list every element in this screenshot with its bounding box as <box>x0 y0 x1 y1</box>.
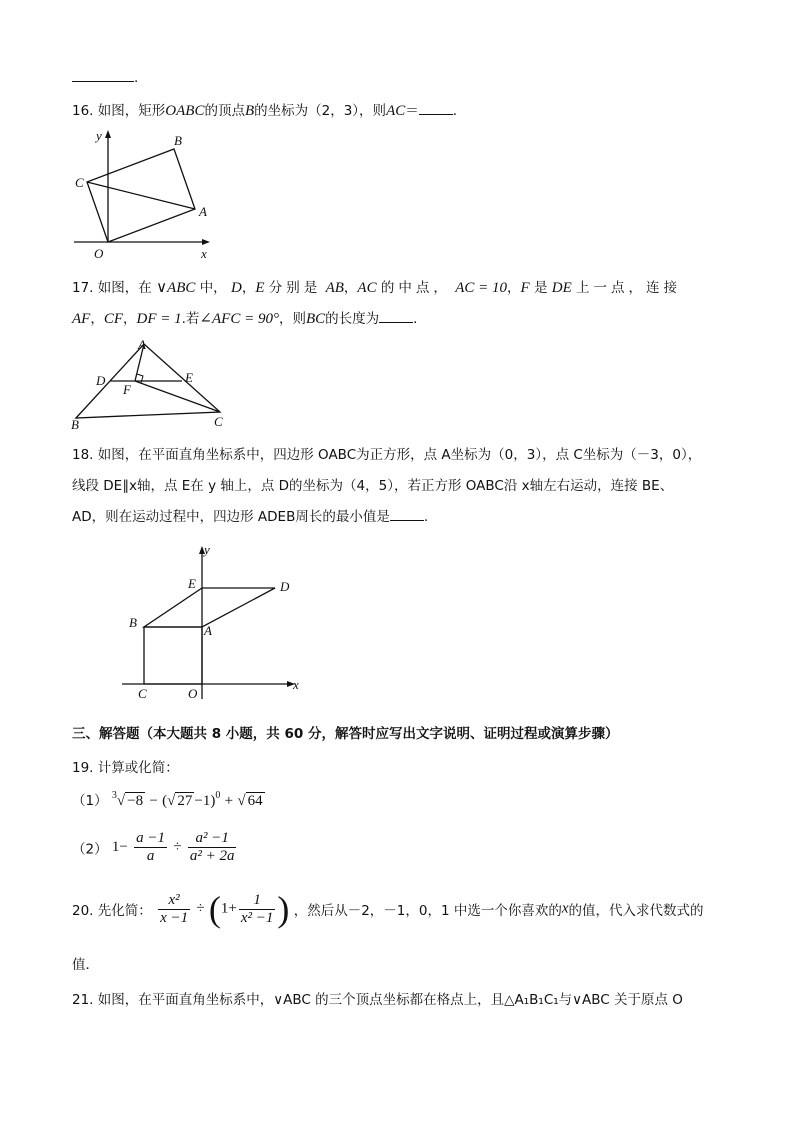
q20-frac1-num: x² <box>158 892 190 910</box>
q19-part2-label: （2） <box>72 841 108 858</box>
q21-line1: 21. 如图，在平面直角坐标系中，∨ABC 的三个顶点坐标都在格点上，且△A₁B₁C₁与∨ABC 关于原点 O <box>72 992 683 1008</box>
q19-one-minus: 1− <box>111 839 128 855</box>
q20-frac1-den: x −1 <box>160 909 189 926</box>
q19-fraction2 <box>188 830 237 865</box>
q16-text-b: 的顶点 <box>204 103 245 119</box>
q19-root-index: 3 <box>111 790 117 801</box>
q17-text: ， <box>506 280 521 296</box>
q17-label-d: D <box>96 373 106 388</box>
q16-label-o: O <box>94 246 104 261</box>
q16-text-d: ＝ <box>405 103 419 119</box>
q19-minus-one: −1 <box>194 793 211 809</box>
q19-frac1-den: a <box>146 848 155 864</box>
q18-label-o: O <box>188 686 198 701</box>
q16-text-a: 如图，矩形 <box>97 103 166 119</box>
q17-eq-angle: ∠AFC = 90° <box>199 311 279 327</box>
q16-label-x: x <box>201 246 207 261</box>
q18-square-oabc <box>144 627 202 684</box>
q17-text: ，则 <box>278 311 306 327</box>
q20-fraction1 <box>158 892 190 927</box>
q16-label-a: A <box>199 204 207 219</box>
q17-label-f: F <box>123 382 131 397</box>
q16-text <box>72 99 457 120</box>
q18-label-y: y <box>204 542 210 557</box>
q18-end: . <box>423 509 429 525</box>
q17-label-c: C <box>214 414 223 429</box>
q19-sqrt-27: 27 <box>177 793 193 809</box>
q17-var-e: E <box>255 280 265 296</box>
q17-eq-ac: AC = 10 <box>455 280 507 296</box>
q18-quad-adeb <box>144 588 275 627</box>
q18-label-d: D <box>280 579 290 594</box>
q17-var-d: D <box>230 280 242 296</box>
q18-label-c: C <box>138 686 147 701</box>
top-fragment <box>72 68 138 86</box>
q20-text-b: ，然后从－2，－1，0，1 中选一个你喜欢的 <box>293 903 562 919</box>
q20-one-plus: 1+ <box>220 900 237 917</box>
q19-sqrt64-value: 64 <box>247 793 263 809</box>
q16-diagonal-ac <box>87 182 195 209</box>
q19-exponent: 0 <box>215 790 221 801</box>
q17-text: .若 <box>181 311 200 327</box>
q19-fraction1 <box>134 830 167 865</box>
q17-line2 <box>72 307 417 328</box>
q19-divide: ÷ <box>173 839 182 855</box>
q19-part2 <box>72 830 238 865</box>
q16-label-y: y <box>96 128 102 143</box>
q20-line2: 值． <box>72 957 99 973</box>
q16-number: 16. <box>72 103 94 119</box>
q20-text-c: 的值，代入求代数式的 <box>568 903 704 919</box>
q17-var-de: DE <box>551 280 572 296</box>
q19-paren-group: (√ 27 −1)$^0$ <box>162 790 221 809</box>
q20-intro: 20. 先化简： <box>72 903 152 919</box>
q17-line1 <box>72 276 681 297</box>
q20-divide: ÷ <box>196 900 205 917</box>
q18-label-b: B <box>129 615 137 630</box>
q16-var-ac: AC <box>386 103 406 119</box>
q19-sqrt-sign: √ <box>167 793 176 809</box>
q17-label-e: E <box>185 370 193 385</box>
q16-var-oabc: OABC <box>165 103 205 119</box>
q18-line3-text: AD，则在运动过程中，四边形 ADEB周长的最小值是 <box>72 509 390 525</box>
q18-answer-blank <box>390 507 424 521</box>
q19-root-radicand: −8 <box>127 793 144 809</box>
q16-text-c: 的坐标为（2，3），则 <box>254 103 387 119</box>
q20-fraction2 <box>239 892 276 927</box>
q17-var-cf: CF <box>103 311 123 327</box>
q17-var-af: AF <box>72 311 91 327</box>
q19-frac2-num: a² −1 <box>188 830 237 848</box>
q16-y-arrow <box>105 130 111 138</box>
q17-text: ， <box>90 311 104 327</box>
q19-minus: − <box>149 793 158 809</box>
q17-var-f: F <box>520 280 530 296</box>
q17-text: 的长度为 <box>325 311 380 327</box>
q17-segment-cf <box>135 381 220 412</box>
q20-line1 <box>72 891 704 927</box>
q17-text: 上一点，连接 <box>576 280 682 296</box>
q18-line1: 18. 如图，在平面直角坐标系中，四边形 OABC为正方形，点 A坐标为（0，3），点 C坐标为（－3，0）， <box>72 447 702 463</box>
q17-var-bc: BC <box>305 311 326 327</box>
q17-triangle: ∨ABC <box>156 280 196 296</box>
q16-answer-blank <box>419 101 453 115</box>
answer-blank <box>72 68 134 82</box>
period: . <box>134 70 139 86</box>
q20-left-paren: ( <box>208 889 221 929</box>
section-3-heading: 三、解答题（本大题共 8 小题，共 60 分，解答时应写出文字说明、证明过程或演算步骤） <box>72 726 619 742</box>
q18-label-a: A <box>204 623 212 638</box>
q19-frac1-num: a −1 <box>136 830 166 846</box>
q17-text: 的中点， <box>380 280 451 296</box>
q19-title: 19. 计算或化简： <box>72 760 179 776</box>
q17-text: ， <box>123 311 137 327</box>
q19-part1-label: （1） <box>72 793 108 809</box>
q17-text: ， <box>343 280 358 296</box>
q17-text: ， <box>241 280 256 296</box>
q17-label-b: B <box>71 417 79 432</box>
q17-end: . <box>413 311 418 327</box>
q17-answer-blank <box>379 309 413 323</box>
q17-text: 是 <box>533 280 548 296</box>
q18-figure <box>118 543 318 703</box>
q20-right-paren: ) <box>277 889 290 929</box>
q18-line2: 线段 DE∥x轴，点 E在 y 轴上，点 D的坐标为（4，5），若正方形 OABC沿 x轴左右运动，连接 BE、 <box>72 478 674 494</box>
q18-line3 <box>72 505 428 525</box>
q19-cube-root: $^3$√ −8 <box>111 790 144 809</box>
q19-plus: + <box>224 793 234 809</box>
q17-var-ab: AB <box>325 280 344 296</box>
q18-label-x: x <box>293 677 299 692</box>
q17-figure <box>68 336 238 430</box>
q17-text: 中， <box>199 280 227 296</box>
q16-x-arrow <box>202 239 210 245</box>
q16-end: . <box>452 103 458 119</box>
q17-eq-df: DF = 1 <box>136 311 182 327</box>
q17-text: 如图，在 <box>97 280 152 296</box>
q16-label-c: C <box>75 175 84 190</box>
q20-var-x: x <box>561 900 569 917</box>
q20-frac2-num: 1 <box>239 892 276 910</box>
q20-frac2-den: x² −1 <box>240 909 274 926</box>
q17-label-a: A <box>138 337 146 352</box>
q17-text: 分别是 <box>268 280 322 296</box>
q19-sqrt64: √ 64 <box>237 793 263 809</box>
q16-label-b: B <box>174 133 182 148</box>
q16-figure <box>70 124 220 264</box>
q19-frac2-den: a² + 2a <box>189 848 235 864</box>
q19-part1 <box>72 789 265 810</box>
q17-number: 17. <box>72 280 94 296</box>
q18-label-e: E <box>188 576 196 591</box>
q17-var-ac: AC <box>357 280 377 296</box>
q16-var-b: B <box>244 103 255 119</box>
